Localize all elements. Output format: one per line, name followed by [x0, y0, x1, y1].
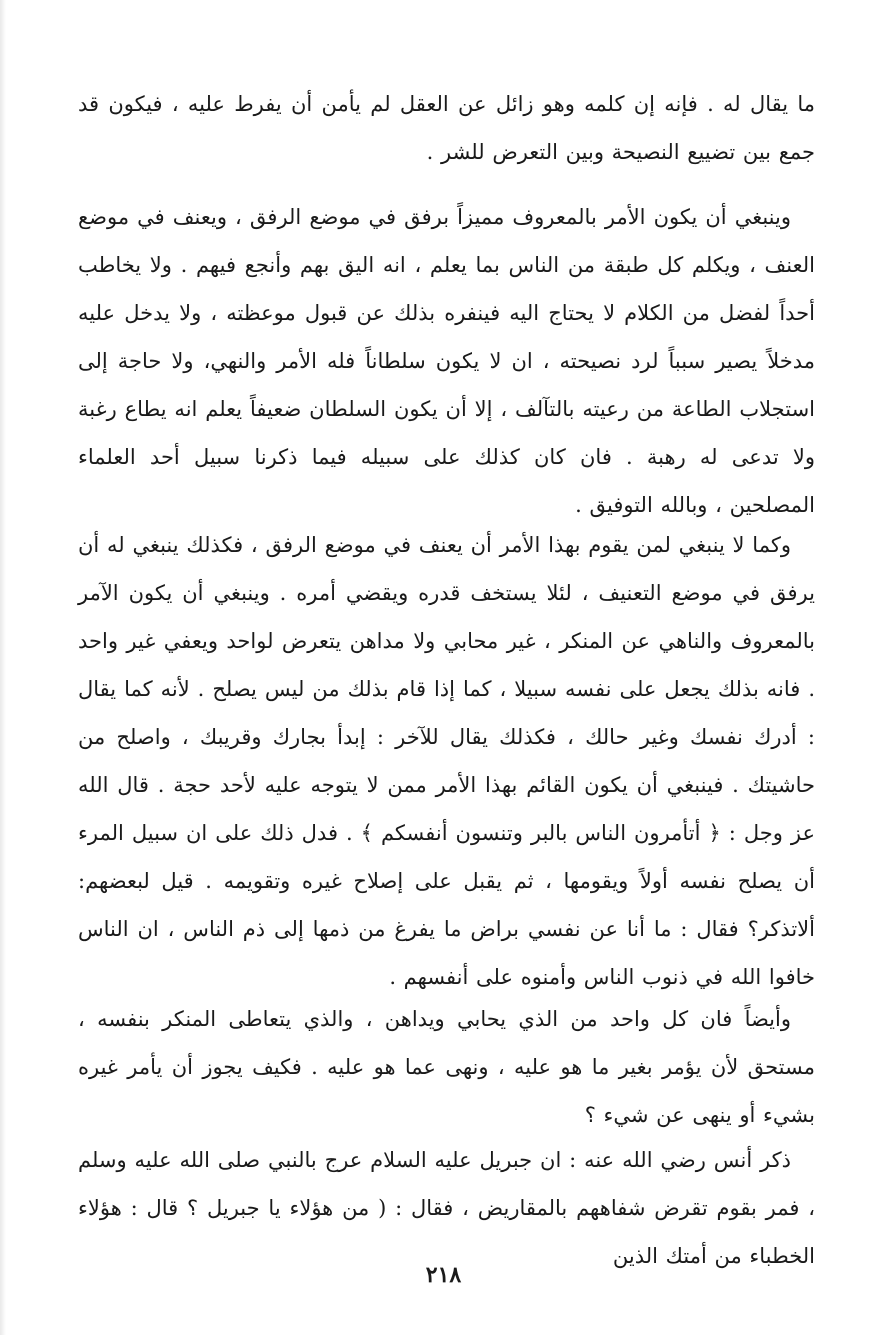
paragraph-text: ما يقال له . فإنه إن كلمه وهو زائل عن العقل لم يأمن أن يفرط عليه ، فيكون قد جمع بين تضييع النصيحة وبين التعرض للشر .	[78, 92, 815, 164]
paragraph-text: وأيضاً فان كل واحد من الذي يحابي ويداهن ، والذي يتعاطى المنكر بنفسه ، مستحق لأن يؤمر بغير ما هو عليه ، ونهى عما هو عليه . فكيف يجوز أن يأمر غيره بشيء أو ينهى عن شيء ؟	[78, 1007, 815, 1127]
page-edge-shadow	[0, 0, 6, 1335]
paragraph-3	[78, 521, 815, 1001]
paragraph-5	[78, 1136, 815, 1280]
paragraph-1	[78, 80, 815, 176]
paragraph-text: وكما لا ينبغي لمن يقوم بهذا الأمر أن يعنف في موضع الرفق ، فكذلك ينبغي له أن يرفق في موضع التعنيف ، لئلا يستخف قدره ويقضي أمره . وينبغي أن يكون الآمر بالمعروف والناهي عن المنكر ، غير محابي ولا مداهن يتعرض لواحد ويعفي غير واحد . فانه بذلك يجعل على نفسه سبيلا ، كما إذا قام بذلك من ليس يصلح . لأنه كما يقال : أدرك نفسك وغير حالك ، فكذلك يقال للآخر : إبدأ بجارك وقريبك ، واصلح من حاشيتك . فينبغي أن يكون القائم بهذا الأمر ممن لا يتوجه عليه لأحد حجة . قال الله عز وجل : ﴿ أتأمرون الناس بالبر وتنسون أنفسكم ﴾ . فدل ذلك على ان سبيل المرء أن يصلح نفسه أولاً ويقومها ، ثم يقبل على إصلاح غيره وتقويمه . قيل لبعضهم: ألاتذكر؟ فقال : ما أنا عن نفسي براض ما يفرغ من ذمها إلى ذم الناس ، ان الناس خافوا الله في ذنوب الناس وأمنوه على أنفسهم .	[78, 533, 815, 989]
paragraph-2	[78, 193, 815, 529]
paragraph-text: ذكر أنس رضي الله عنه : ان جبريل عليه السلام عرج بالنبي صلى الله عليه وسلم ، فمر بقوم تقرض شفاههم بالمقاريض ، فقال : ( من هؤلاء يا جبريل ؟ قال : هؤلاء الخطباء من أمتك الذين	[78, 1148, 815, 1268]
paragraph-4	[78, 995, 815, 1139]
paragraph-text: وينبغي أن يكون الأمر بالمعروف مميزاً برفق في موضع الرفق ، ويعنف في موضع العنف ، ويكلم كل طبقة من الناس بما يعلم ، انه اليق بهم وأنجع فيهم . ولا يخاطب أحداً لفضل من الكلام لا يحتاج اليه فينفره بذلك عن قبول موعظته ، ولا يدخل عليه مدخلاً يصير سبباً لرد نصيحته ، ان لا يكون سلطاناً فله الأمر والنهي، ولا حاجة إلى استجلاب الطاعة من رعيته بالتآلف ، إلا أن يكون السلطان ضعيفاً يعلم انه يطاع رغبة ولا تدعى له رهبة . فان كان كذلك على سبيله فيما ذكرنا سبيل أحد العلماء المصلحين ، وبالله التوفيق .	[78, 205, 815, 517]
page-number: ٢١٨	[425, 1262, 462, 1288]
